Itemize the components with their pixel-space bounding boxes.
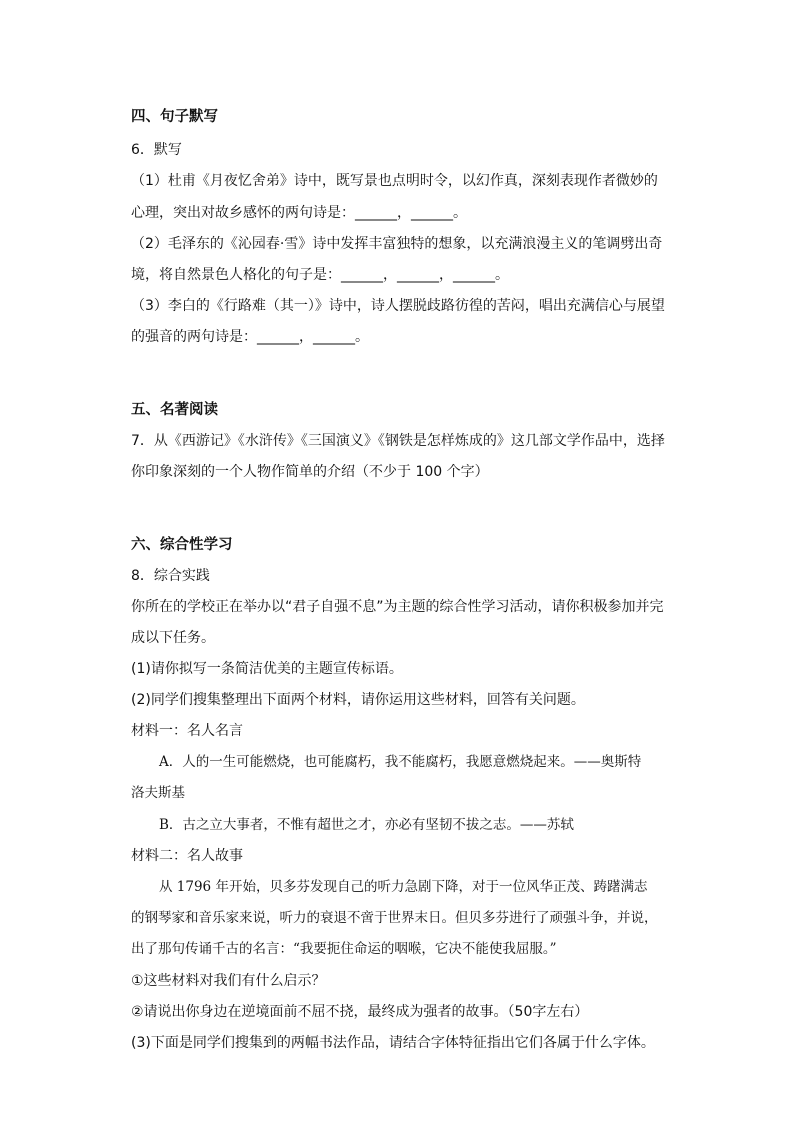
story-line-2: 的钢琴家和音乐家来说，听力的衰退不啻于世界末日。但贝多芬进行了顽强斗争，并说， xyxy=(131,910,658,926)
question-7-line-2: 你印象深刻的一个人物作简单的介绍（不少于 100 个字） xyxy=(131,464,489,480)
question-6-part-2-line-1: （2）毛泽东的《沁园春·雪》诗中发挥丰富独特的想象，以充满浪漫主义的笔调劈出奇 xyxy=(131,236,663,252)
sub-question-2: ②请说出你身边在逆境面前不屈不挠，最终成为强者的故事。（50字左右） xyxy=(131,1004,589,1020)
question-8-title: 8．综合实践 xyxy=(131,568,210,584)
material-2-title: 材料二：名人故事 xyxy=(131,848,243,864)
question-8-intro-line-1: 你所在的学校正在举办以“君子自强不息”为主题的综合性学习活动，请你积极参加并完 xyxy=(131,599,664,615)
question-8-intro-line-2: 成以下任务。 xyxy=(131,630,215,646)
question-6-part-1-line-1: （1）杜甫《月夜忆舍弟》诗中，既写景也点明时令，以幻作真，深刻表现作者微妙的 xyxy=(131,173,658,189)
sub-question-1: ①这些材料对我们有什么启示？ xyxy=(131,973,326,989)
question-7-line-1: 7．从《西游记》《水浒传》《三国演义》《钢铁是怎样炼成的》这几部文学作品中，选择 xyxy=(131,433,665,449)
story-line-3: 出了那句传诵千古的名言：“我要扼住命运的咽喉，它决不能使我屈服。” xyxy=(131,941,557,957)
material-1-title: 材料一：名人名言 xyxy=(131,723,243,739)
quote-a-line-2: 洛夫斯基 xyxy=(131,785,185,801)
task-1: (1)请你拟写一条简洁优美的主题宣传标语。 xyxy=(131,661,403,677)
quote-b: B．古之立大事者，不惟有超世之才，亦必有坚韧不拔之志。——苏轼 xyxy=(159,817,574,833)
quote-a-line-1: A．人的一生可能燃烧，也可能腐朽，我不能腐朽，我愿意燃烧起来。——奥斯特 xyxy=(159,754,642,770)
question-6-title: 6．默写 xyxy=(131,142,182,158)
section-heading-sentence-dictation: 四、句子默写 xyxy=(131,109,218,125)
story-line-1: 从 1796 年开始，贝多芬发现自己的听力急剧下降，对于一位风华正茂、踌躇满志 xyxy=(159,879,648,895)
section-heading-classic-reading: 五、名著阅读 xyxy=(131,402,218,418)
question-6-part-2-line-2: 境，将自然景色人格化的句子是：______，______，______。 xyxy=(131,267,509,283)
task-3: (3)下面是同学们搜集到的两幅书法作品，请结合字体特征指出它们各属于什么字体。 xyxy=(131,1035,655,1051)
question-6-part-3-line-2: 的强音的两句诗是：______，______。 xyxy=(131,329,369,345)
question-6-part-3-line-1: （3）李白的《行路难（其一）》诗中，诗人摆脱歧路彷徨的苦闷，唱出充满信心与展望 xyxy=(131,298,665,314)
question-6-part-1-line-2: 心理，突出对故乡感怀的两句诗是：______，______。 xyxy=(131,205,467,221)
task-2: (2)同学们搜集整理出下面两个材料，请你运用这些材料，回答有关问题。 xyxy=(131,692,585,708)
section-heading-comprehensive-study: 六、综合性学习 xyxy=(131,537,233,553)
